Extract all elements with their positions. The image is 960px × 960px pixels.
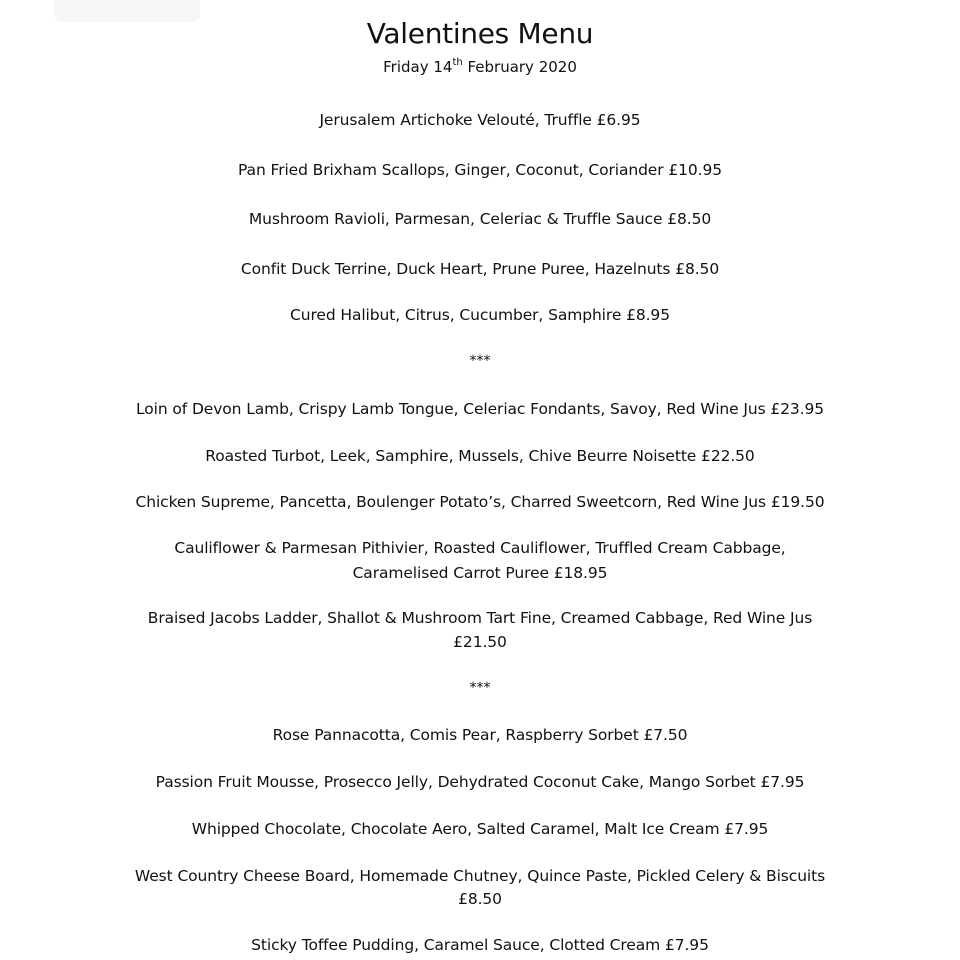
date-rest: February 2020	[462, 58, 577, 76]
main-item-line-2: £21.50	[453, 633, 507, 651]
menu-date	[0, 56, 960, 78]
starter-item: Mushroom Ravioli, Parmesan, Celeriac & Truffle Sauce £8.50	[248, 210, 712, 228]
date-suffix: th	[452, 57, 463, 68]
main-item: Roasted Turbot, Leek, Samphire, Mussels, Chive Beurre Noisette £22.50	[205, 447, 755, 465]
section-separator: ***	[469, 353, 491, 369]
dessert-item: Passion Fruit Mousse, Prosecco Jelly, Dehydrated Coconut Cake, Mango Sorbet £7.95	[155, 773, 805, 791]
main-item-line-1: Cauliflower & Parmesan Pithivier, Roasted Cauliflower, Truffled Cream Cabbage,	[174, 539, 786, 557]
main-item-line-2: Caramelised Carrot Puree £18.95	[352, 564, 608, 582]
starter-item: Cured Halibut, Citrus, Cucumber, Samphire £8.95	[290, 306, 670, 324]
dessert-item: Whipped Chocolate, Chocolate Aero, Salted Caramel, Malt Ice Cream £7.95	[191, 820, 769, 838]
main-item: Loin of Devon Lamb, Crispy Lamb Tongue, Celeriac Fondants, Savoy, Red Wine Jus £23.95	[135, 400, 825, 418]
main-item-line-1: Braised Jacobs Ladder, Shallot & Mushroom Tart Fine, Creamed Cabbage, Red Wine Jus	[147, 609, 813, 627]
menu-title: Valentines Menu	[366, 17, 594, 50]
dessert-item: Rose Pannacotta, Comis Pear, Raspberry Sorbet £7.50	[272, 726, 688, 744]
starter-item: Confit Duck Terrine, Duck Heart, Prune Puree, Hazelnuts £8.50	[240, 260, 720, 278]
dessert-item-line-1: West Country Cheese Board, Homemade Chutney, Quince Paste, Pickled Celery & Biscuits	[134, 867, 826, 885]
starter-item: Pan Fried Brixham Scallops, Ginger, Coconut, Coriander £10.95	[238, 161, 722, 179]
dessert-item-line-2: £8.50	[458, 890, 502, 908]
date-day: Friday 14	[383, 58, 453, 76]
dessert-item: Sticky Toffee Pudding, Caramel Sauce, Clotted Cream £7.95	[251, 936, 709, 954]
section-separator: ***	[469, 680, 491, 696]
main-item: Chicken Supreme, Pancetta, Boulenger Potato’s, Charred Sweetcorn, Red Wine Jus £19.50	[135, 493, 825, 511]
starter-item: Jerusalem Artichoke Velouté, Truffle £6.95	[319, 111, 641, 129]
